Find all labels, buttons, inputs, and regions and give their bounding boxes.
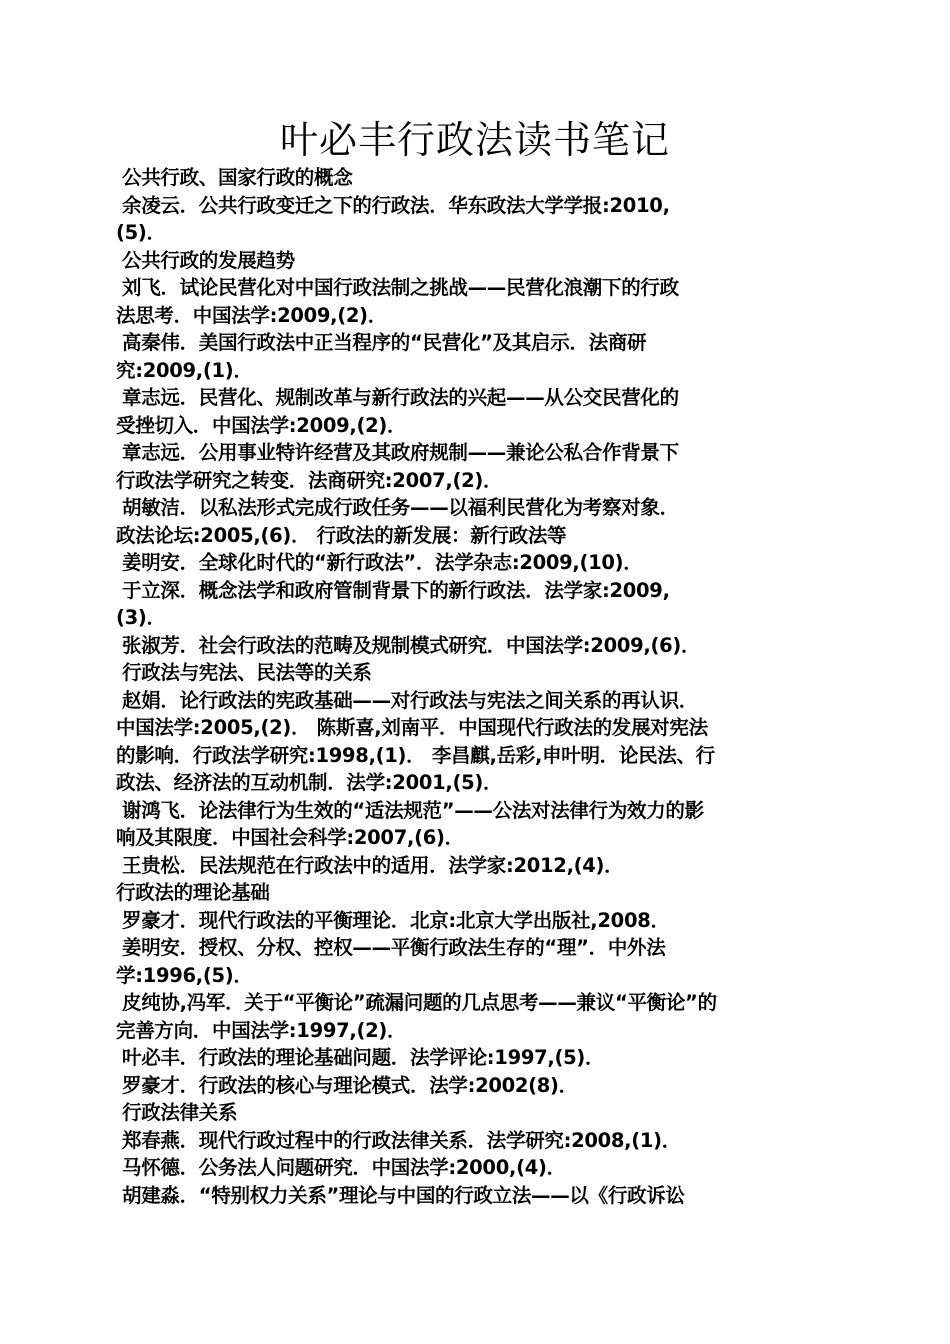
text-line: 行政法律关系 (122, 1101, 238, 1124)
text-line: (3)． (116, 606, 166, 629)
document-title: 叶必丰行政法读书笔记 (279, 118, 670, 162)
text-line: 完善方向．中国法学:1997,(2)． (116, 1018, 407, 1042)
text-line: 王贵松．民法规范在行政法中的适用．法学家:2012,(4)． (122, 853, 624, 877)
text-line: 学:1996,(5)． (116, 963, 253, 987)
text-line: 法思考．中国法学:2009,(2)． (116, 303, 387, 327)
text-line: 马怀德．公务法人问题研究．中国法学:2000,(4)． (122, 1156, 566, 1179)
text-line: 刘飞．试论民营化对中国行政法制之挑战——民营化浪潮下的行政 (122, 276, 679, 299)
text-line: 谢鸿飞．论法律行为生效的“适法规范”——公法对法律行为效力的影 (122, 798, 704, 822)
text-line: 章志远．公用事业特许经营及其政府规制——兼论公私合作背景下 (122, 441, 679, 464)
text-line: 行政法学研究之转变．法商研究:2007,(2)． (116, 468, 503, 492)
text-line: 姜明安．授权、分权、控权——平衡行政法生存的“理”．中外法 (122, 936, 666, 959)
text-line: 余凌云．公共行政变迁之下的行政法．华东政法大学学报:2010, (122, 193, 670, 217)
text-line: 行政法与宪法、民法等的关系 (122, 661, 372, 684)
text-line: 中国法学:2005,(2)． 陈斯喜,刘南平．中国现代行政法的发展对宪法 (116, 716, 708, 739)
text-line: 高秦伟．美国行政法中正当程序的“民营化”及其启示．法商研 (122, 331, 647, 354)
text-line: 公共行政的发展趋势 (122, 248, 295, 272)
document-body (116, 164, 832, 1209)
text-line: 章志远．民营化、规制改革与新行政法的兴起——从公交民营化的 (122, 386, 679, 409)
text-line: 受挫切入．中国法学:2009,(2)． (116, 413, 407, 437)
text-line: 胡建淼．“特别权力关系”理论与中国的行政立法——以《行政诉讼 (122, 1183, 685, 1207)
text-line: 张淑芳．社会行政法的范畴及规制模式研究．中国法学:2009,(6)． (122, 633, 701, 657)
text-line: 皮纯协,冯军．关于“平衡论”疏漏问题的几点思考——兼议“平衡论”的 (122, 991, 717, 1014)
text-line: 行政法的理论基础 (116, 881, 270, 904)
text-line: 响及其限度．中国社会科学:2007,(6)． (116, 826, 464, 849)
text-line: 政法论坛:2005,(6)． 行政法的新发展：新行政法等 (116, 523, 567, 547)
text-line: 究:2009,(1)． (116, 358, 253, 382)
text-line: 姜明安．全球化时代的“新行政法”．法学杂志:2009,(10)． (122, 551, 643, 574)
text-line: 罗豪才．行政法的核心与理论模式．法学:2002(8)． (122, 1073, 578, 1097)
text-line: 的影响．行政法学研究:1998,(1)． 李昌麒,岳彩,申叶明．论民法、行 (116, 743, 715, 767)
text-line: 胡敏洁．以私法形式完成行政任务——以福利民营化为考察对象． (122, 496, 679, 519)
text-line: 罗豪才．现代行政法的平衡理论．北京:北京大学出版社,2008． (122, 908, 670, 932)
text-line: 政法、经济法的互动机制．法学:2001,(5)． (116, 771, 503, 794)
text-line: (5)． (116, 221, 166, 244)
text-line: 郑春燕．现代行政过程中的行政法律关系．法学研究:2008,(1)． (122, 1128, 681, 1152)
text-line: 公共行政、国家行政的概念 (122, 166, 353, 189)
text-line: 赵娟．论行政法的宪政基础——对行政法与宪法之间关系的再认识． (122, 688, 699, 712)
text-line: 叶必丰．行政法的理论基础问题．法学评论:1997,(5)． (122, 1046, 605, 1069)
text-line: 于立深．概念法学和政府管制背景下的新行政法．法学家:2009, (122, 578, 670, 602)
